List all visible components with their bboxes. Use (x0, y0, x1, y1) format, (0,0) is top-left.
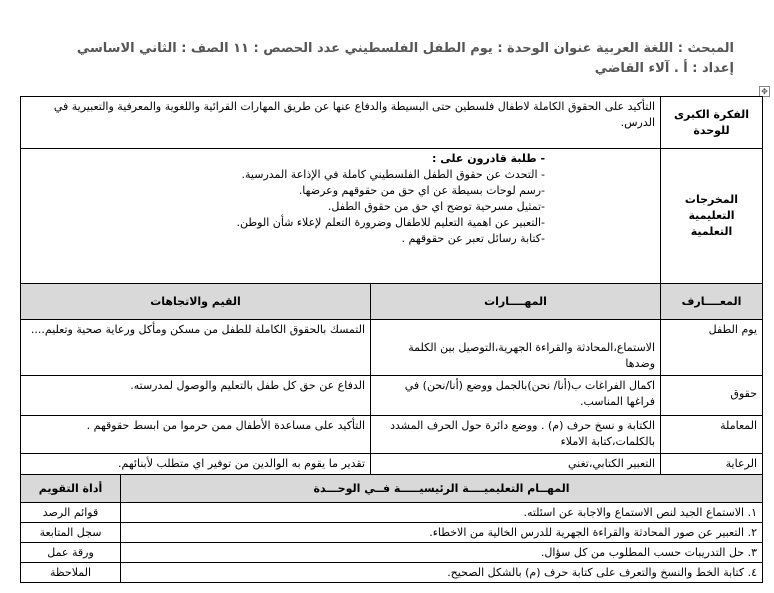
table-row (21, 563, 763, 583)
tool-cell: سجل المتابعة (21, 523, 121, 543)
values-cell: تقدير ما يقوم به الوالدين من توفير اي متطلب لأبنائهم. (21, 454, 371, 475)
values-cell: التأكيد على مساعدة الأطفال ممن حرموا من ابسط حقوقهم . (21, 416, 371, 454)
outcome-item: -التعبير عن اهمية التعليم للاطفال وضرورة التعلم لإعلاء شأن الوطن. (236, 216, 546, 229)
table-row (21, 523, 763, 543)
task-cell: ١. الاستماع الجيد لنص الاستماع والاجابة عن اسئلته. (121, 503, 763, 523)
knowledge-cell: الرعاية (661, 454, 763, 475)
table-row (21, 503, 763, 523)
task-cell: ٣. حل التدريبات حسب المطلوب من كل سؤال. (121, 543, 763, 563)
unit-plan-table (20, 96, 763, 583)
column-header-values: القيم والاتجاهات (21, 284, 371, 320)
outcome-item: - التحدث عن حقوق الطفل الفلسطيني كاملة في الإذاعة المدرسية. (241, 168, 546, 181)
column-header-skills: المهــــارات (371, 284, 661, 320)
header-line-1: المبحث : اللغة العربية عنوان الوحدة : يوم الطفل الفلسطيني عدد الحصص : ١١ الصف : الثاني الاساسي (76, 41, 734, 56)
skills-cell: الكتابة و نسخ حرف (م) . ووضع دائرة حول الحرف المشدد بالكلمات،كتابة الاملاء (371, 416, 661, 454)
task-cell: ٢. التعبير عن صور المحادثة والقراءة الجهرية للدرس الخالية من الاخطاء. (121, 523, 763, 543)
tool-cell: قوائم الرصد (21, 503, 121, 523)
task-cell: ٤. كتابة الخط والنسخ والتعرف على كتابة حرف (م) بالشكل الصحيح. (121, 563, 763, 583)
table-move-handle-icon[interactable]: ✥ (759, 86, 770, 97)
skills-cell: الاستماع،المحادثة والقراءة الجهرية،التوصيل بين الكلمة وضدها (371, 320, 661, 376)
big-idea-label: الفكرة الكبرى للوحدة (661, 97, 763, 149)
knowledge-cell: المعاملة (661, 416, 763, 454)
table-row (21, 376, 763, 416)
column-header-knowledge: المعــــارف (661, 284, 763, 320)
values-cell: الدفاع عن حق كل طفل بالتعليم والوصول لمدرسته. (21, 376, 371, 416)
outcomes-label: المخرجات التعليمية التعلمية (661, 149, 763, 284)
tasks-header: المهــام التعليميــــة الرئيسيـــــة فــي الوحـــدة (121, 475, 763, 503)
skills-cell: اكمال الفراغات ب(أنا/ نحن)بالجمل ووضع (أنا/نحن) في فراغها المناسب. (371, 376, 661, 416)
outcome-item: -رسم لوحات بسيطة عن اي حق من حقوقهم وعرضها. (298, 184, 546, 197)
header-line-2: إعداد : أ . آلاء القاضي (594, 61, 734, 76)
outcomes-content (21, 149, 661, 284)
tool-cell: ورقة عمل (21, 543, 121, 563)
table-row (21, 454, 763, 475)
table-row (21, 543, 763, 563)
knowledge-cell: حقوق (661, 376, 763, 416)
assessment-tool-header: أداة التقويم (21, 475, 121, 503)
outcome-item: -تمثيل مسرحية توضح اي حق من حقوق الطفل. (327, 200, 546, 213)
values-cell: التمسك بالحقوق الكاملة للطفل من مسكن ومأكل ورعاية صحية وتعليم.... (21, 320, 371, 376)
big-idea-text: التأكيد على الحقوق الكاملة لاطفال فلسطين حتى البسيطة والدفاع عنها عن طريق المهارات القرائية واللغوية والمعرفية والتعبيرية في الدرس. (21, 97, 661, 149)
outcome-item: -كتابة رسائل تعبر عن حقوقهم . (401, 232, 546, 245)
tool-cell: الملاحظة (21, 563, 121, 583)
outcomes-intro: - طلبة قادرون على : (432, 152, 546, 165)
knowledge-cell: يوم الطفل (661, 320, 763, 376)
table-row (21, 416, 763, 454)
table-row (21, 320, 763, 376)
skills-cell: التعبير الكتابي،تغني (371, 454, 661, 475)
